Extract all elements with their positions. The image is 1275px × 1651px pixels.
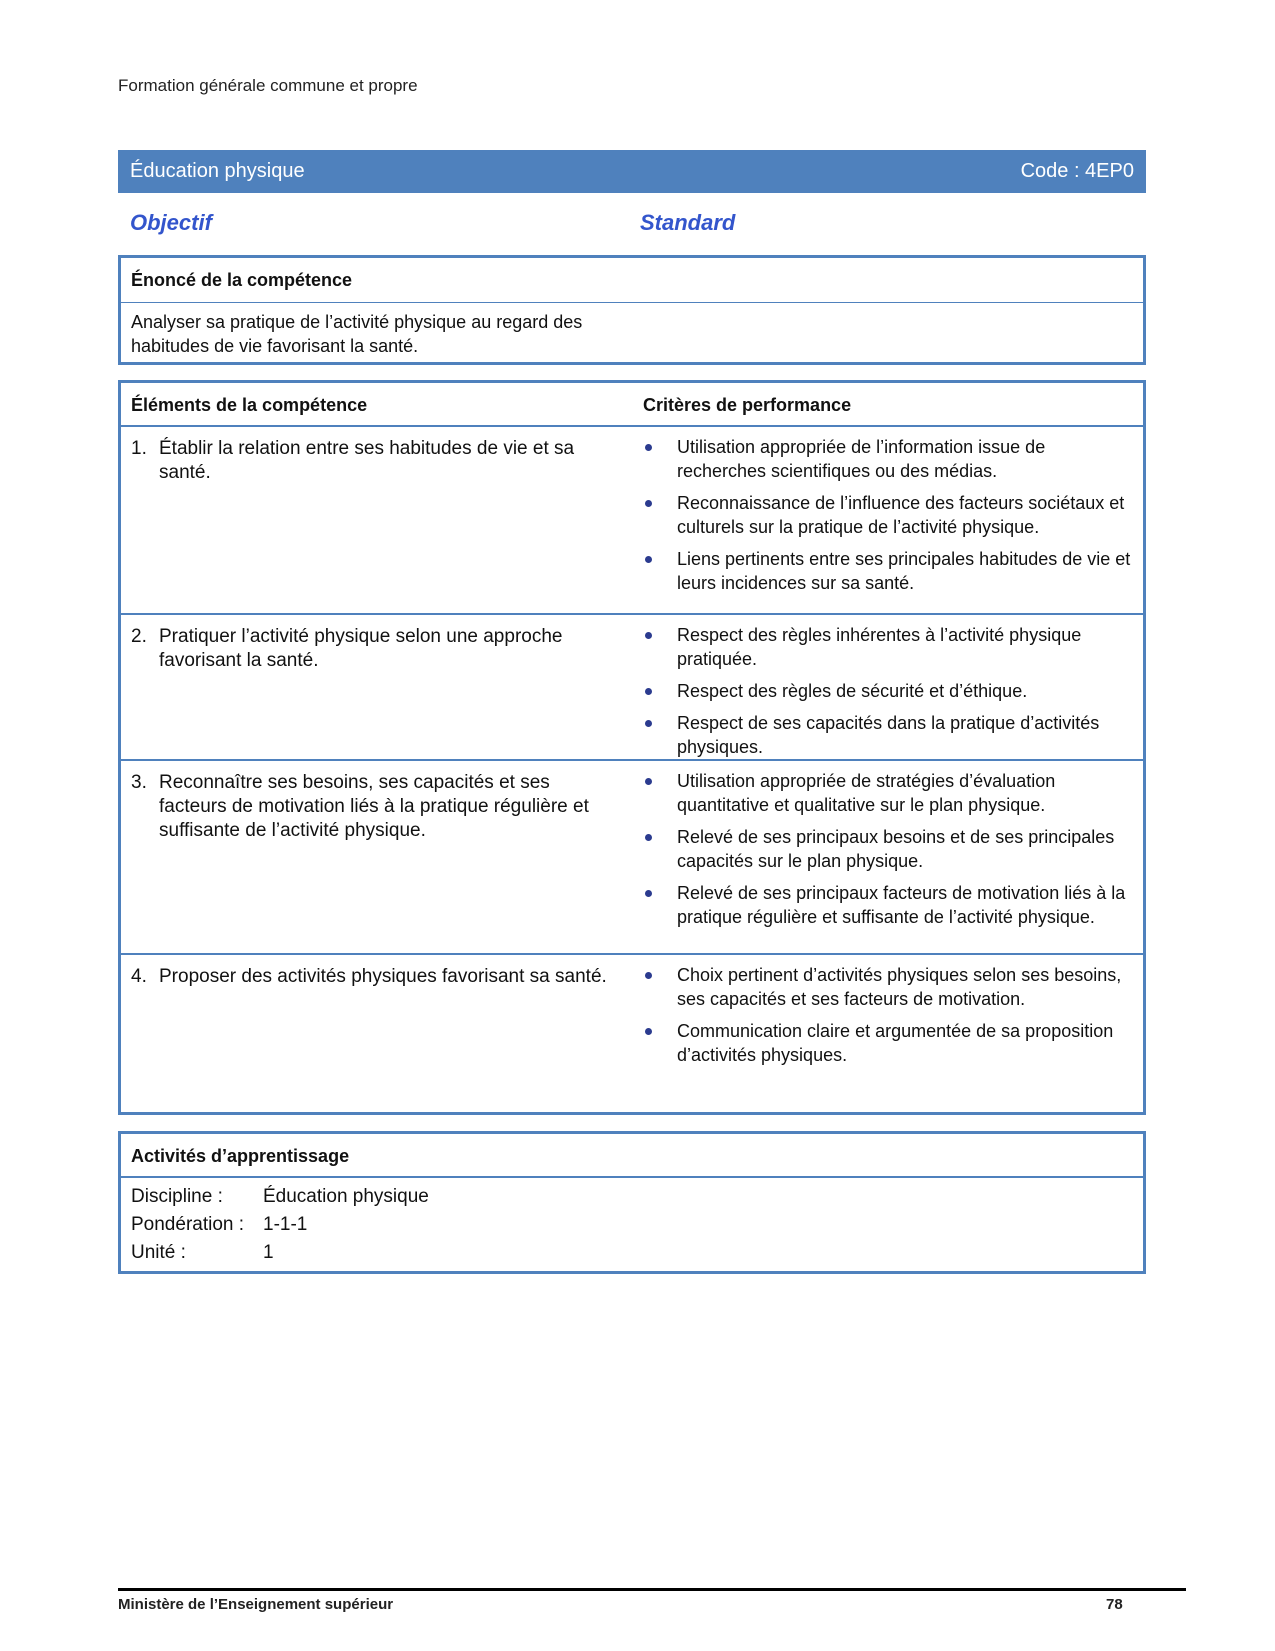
criterion-text: Relevé de ses principaux facteurs de motivation liés à la pratique régulière et suffisante de l’activité physique. [677,883,1126,927]
course-title: Éducation physique [130,160,305,182]
competence-statement-box [118,255,1146,365]
bullet-icon [645,632,652,639]
criterion-item [643,711,1133,759]
element-text: Établir la relation entre ses habitudes de vie et sa santé. [159,438,575,483]
criteria-list [643,623,1133,767]
criterion-text: Utilisation appropriée de stratégies d’évaluation quantitative et qualitative sur le plan physique. [677,771,1056,815]
criterion-item [643,491,1133,539]
criterion-item [643,769,1133,817]
table-row [121,955,1143,1095]
criteria-list [643,435,1133,603]
unite-label: Unité : [131,1242,186,1263]
element-number: 2. [131,626,147,647]
objective-standard-row [118,210,1146,240]
criterion-item [643,1019,1133,1067]
bullet-icon [645,1028,652,1035]
ponderation-value: 1-1-1 [263,1214,308,1235]
criteria-column-header: Critères de performance [643,395,852,415]
page-number: 78 [1106,1596,1123,1613]
element-number: 1. [131,438,147,459]
page-header: Formation générale commune et propre [118,76,418,95]
competence-table-header [121,383,1143,427]
criterion-text: Liens pertinents entre ses principales habitudes de vie et leurs incidences sur sa santé. [677,549,1131,593]
ponderation-label: Pondération : [131,1214,245,1235]
criterion-item [643,547,1133,595]
standard-label: Standard [640,210,736,235]
criterion-item [643,881,1133,929]
unite-value: 1 [263,1242,274,1263]
bullet-icon [645,778,652,785]
element-text: Reconnaître ses besoins, ses capacités et ses facteurs de motivation liés à la pratique régulière et suffisante de l’activité physique. [159,772,589,841]
criterion-item [643,963,1133,1011]
competence-element [131,771,611,843]
criterion-item [643,679,1133,703]
criteria-list [643,769,1133,937]
discipline-line [131,1186,429,1208]
discipline-value: Éducation physique [263,1186,429,1207]
competence-element [131,965,611,989]
competence-element [131,625,611,673]
learning-activities-heading: Activités d’apprentissage [121,1134,1143,1178]
discipline-label: Discipline : [131,1186,223,1207]
elements-column-header: Éléments de la compétence [131,395,368,415]
criterion-item [643,825,1133,873]
bullet-icon [645,890,652,897]
competence-table [118,380,1146,1115]
criterion-text: Respect des règles inhérentes à l’activité physique pratiquée. [677,625,1082,669]
criterion-text: Respect des règles de sécurité et d’éthique. [677,681,1028,701]
criterion-text: Relevé de ses principaux besoins et de ses principales capacités sur le plan physique. [677,827,1115,871]
criteria-list [643,963,1133,1075]
competence-element [131,437,611,485]
criterion-text: Reconnaissance de l’influence des facteurs sociétaux et culturels sur la pratique de l’activité physique. [677,493,1125,537]
table-row [121,427,1143,615]
element-text: Proposer des activités physiques favorisant sa santé. [159,966,607,987]
unite-line [131,1242,274,1264]
element-number: 4. [131,966,147,987]
table-row [121,761,1143,955]
footer-divider [118,1588,1186,1591]
element-text: Pratiquer l’activité physique selon une approche favorisant la santé. [159,626,563,671]
bullet-icon [645,720,652,727]
table-row [121,615,1143,761]
bullet-icon [645,688,652,695]
bullet-icon [645,834,652,841]
criterion-text: Utilisation appropriée de l’information issue de recherches scientifiques ou des médias. [677,437,1046,481]
criterion-text: Choix pertinent d’activités physiques selon ses besoins, ses capacités et ses facteurs de motivation. [677,965,1122,1009]
bullet-icon [645,444,652,451]
learning-activities-box [118,1131,1146,1274]
element-number: 3. [131,772,147,793]
bullet-icon [645,972,652,979]
criterion-item [643,435,1133,483]
criterion-text: Respect de ses capacités dans la pratique d’activités physiques. [677,713,1100,757]
competence-statement-text: Analyser sa pratique de l’activité physique au regard des habitudes de vie favorisant la santé. [131,312,583,356]
objective-label: Objectif [130,210,212,235]
ponderation-line [131,1214,307,1236]
bullet-icon [645,500,652,507]
criterion-text: Communication claire et argumentée de sa proposition d’activités physiques. [677,1021,1114,1065]
competence-statement-heading: Énoncé de la compétence [121,258,1143,303]
footer-ministry: Ministère de l’Enseignement supérieur [118,1596,394,1613]
course-code: Code : 4EP0 [1020,160,1134,182]
course-title-bar [118,150,1146,193]
criterion-item [643,623,1133,671]
bullet-icon [645,556,652,563]
